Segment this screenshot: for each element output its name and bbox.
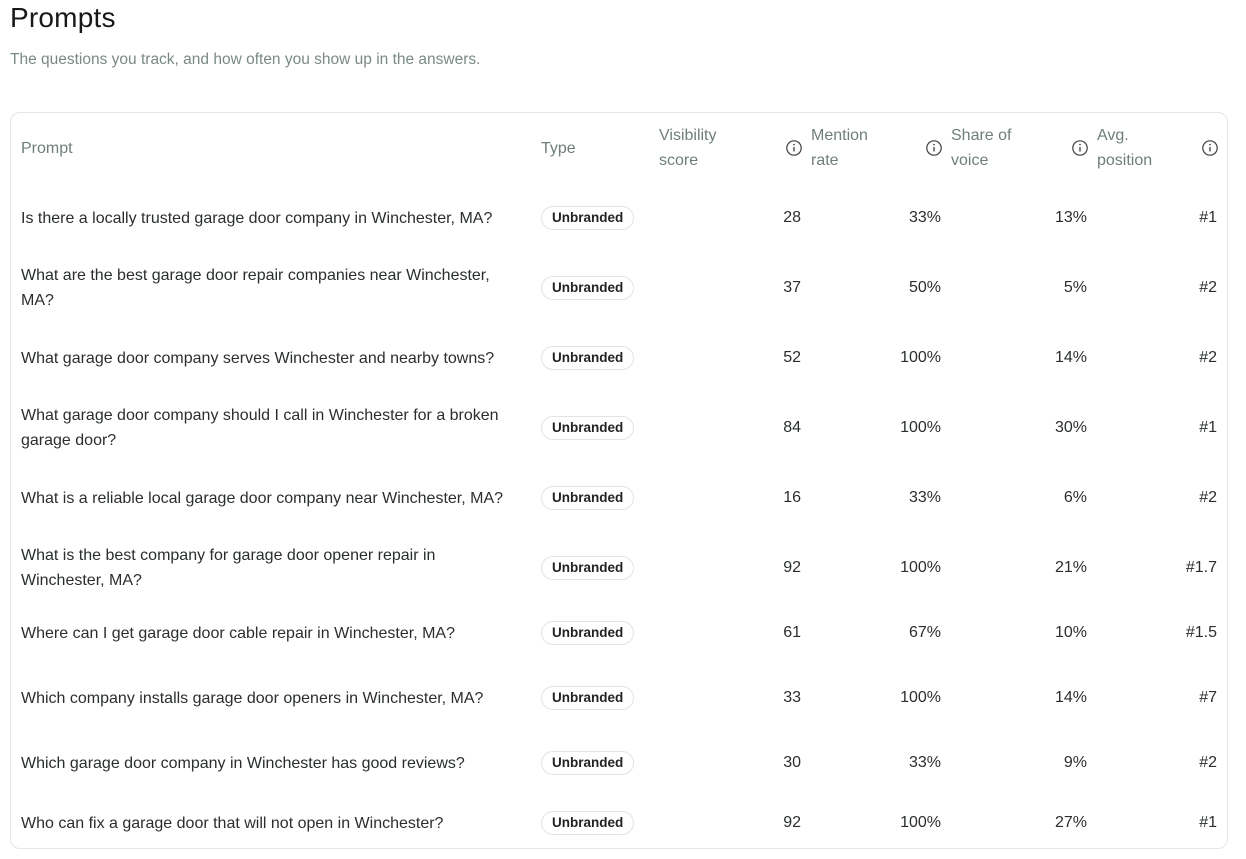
avg-position-cell: #1.7 — [1185, 559, 1217, 576]
avg-position-cell: #2 — [1199, 349, 1217, 366]
type-cell — [531, 393, 659, 463]
avg-position-cell: #2 — [1199, 489, 1217, 506]
type-badge: Unbranded — [541, 486, 634, 510]
visibility-score-cell: 61 — [783, 624, 801, 641]
info-icon[interactable] — [1201, 139, 1219, 157]
column-header-label: Type — [541, 139, 576, 157]
table-row[interactable] — [11, 463, 1227, 533]
type-badge: Unbranded — [541, 621, 634, 645]
table-header-row — [11, 113, 1227, 183]
mention-rate-cell: 50% — [908, 279, 941, 296]
prompt-cell: Which garage door company in Winchester has good reviews? — [21, 754, 465, 772]
column-header-avg-position[interactable] — [1097, 113, 1227, 183]
mention-rate-cell: 100% — [900, 689, 941, 706]
type-badge: Unbranded — [541, 751, 634, 775]
mention-rate-cell: 100% — [900, 814, 941, 831]
type-badge: Unbranded — [541, 811, 634, 835]
column-header-label: Mention rate — [811, 127, 868, 169]
share-of-voice-cell: 10% — [1054, 624, 1087, 641]
avg-position-cell: #2 — [1199, 279, 1217, 296]
share-of-voice-cell: 14% — [1054, 689, 1087, 706]
page-title: Prompts — [10, 2, 116, 33]
visibility-score-cell: 92 — [783, 814, 801, 831]
prompt-cell: Is there a locally trusted garage door company in Winchester, MA? — [21, 209, 493, 227]
mention-rate-cell: 33% — [908, 489, 941, 506]
type-cell — [531, 663, 659, 733]
mention-rate-cell: 100% — [900, 419, 941, 436]
column-header-share-of-voice[interactable] — [951, 113, 1097, 183]
table-body — [11, 183, 1227, 849]
type-badge: Unbranded — [541, 346, 634, 370]
type-badge: Unbranded — [541, 556, 634, 580]
type-cell — [531, 533, 659, 603]
share-of-voice-cell: 13% — [1054, 209, 1087, 226]
visibility-score-cell: 33 — [783, 689, 801, 706]
type-badge: Unbranded — [541, 416, 634, 440]
type-cell — [531, 253, 659, 323]
prompts-table — [11, 113, 1227, 849]
prompt-cell: What is a reliable local garage door company near Winchester, MA? — [21, 489, 504, 507]
column-header-type[interactable] — [531, 113, 659, 183]
table-row[interactable] — [11, 183, 1227, 253]
type-badge: Unbranded — [541, 206, 634, 230]
column-header-mention-rate[interactable] — [811, 113, 951, 183]
table-row[interactable] — [11, 733, 1227, 793]
visibility-score-cell: 37 — [783, 279, 801, 296]
prompt-cell: What is the best company for garage door opener repair in Winchester, MA? — [21, 547, 436, 589]
mention-rate-cell: 33% — [908, 209, 941, 226]
share-of-voice-cell: 21% — [1054, 559, 1087, 576]
column-header-label: Prompt — [21, 139, 73, 157]
type-cell — [531, 183, 659, 253]
prompt-cell: What garage door company should I call in Winchester for a broken garage door? — [21, 407, 499, 449]
avg-position-cell: #1.5 — [1185, 624, 1217, 641]
column-header-visibility-score[interactable] — [659, 113, 811, 183]
column-header-label: Avg. position — [1097, 127, 1153, 169]
share-of-voice-cell: 9% — [1063, 754, 1087, 771]
avg-position-cell: #1 — [1199, 209, 1217, 226]
prompt-cell: Which company installs garage door openers in Winchester, MA? — [21, 689, 484, 707]
table-row[interactable] — [11, 793, 1227, 849]
table-row[interactable] — [11, 603, 1227, 663]
page-subtitle: The questions you track, and how often you show up in the answers. — [10, 51, 481, 68]
visibility-score-cell: 52 — [783, 349, 801, 366]
avg-position-cell: #7 — [1199, 689, 1217, 706]
share-of-voice-cell: 14% — [1054, 349, 1087, 366]
column-header-label: Visibility score — [659, 127, 717, 169]
type-cell — [531, 603, 659, 663]
prompts-table-card — [10, 112, 1228, 849]
info-icon[interactable] — [785, 139, 803, 157]
prompt-cell: Where can I get garage door cable repair in Winchester, MA? — [21, 624, 455, 642]
column-header-prompt[interactable] — [11, 113, 531, 183]
visibility-score-cell: 92 — [783, 559, 801, 576]
type-badge: Unbranded — [541, 686, 634, 710]
type-cell — [531, 733, 659, 793]
table-row[interactable] — [11, 663, 1227, 733]
share-of-voice-cell: 27% — [1054, 814, 1087, 831]
share-of-voice-cell: 6% — [1063, 489, 1087, 506]
visibility-score-cell: 30 — [783, 754, 801, 771]
table-row[interactable] — [11, 253, 1227, 323]
mention-rate-cell: 100% — [900, 349, 941, 366]
info-icon[interactable] — [1071, 139, 1089, 157]
mention-rate-cell: 33% — [908, 754, 941, 771]
avg-position-cell: #2 — [1199, 754, 1217, 771]
avg-position-cell: #1 — [1199, 419, 1217, 436]
type-cell — [531, 463, 659, 533]
mention-rate-cell: 67% — [908, 624, 941, 641]
type-cell — [531, 793, 659, 849]
prompt-cell: Who can fix a garage door that will not open in Winchester? — [21, 814, 444, 832]
table-row[interactable] — [11, 393, 1227, 463]
table-row[interactable] — [11, 533, 1227, 603]
mention-rate-cell: 100% — [900, 559, 941, 576]
type-cell — [531, 323, 659, 393]
column-header-label: Share of voice — [951, 127, 1012, 169]
table-row[interactable] — [11, 323, 1227, 393]
info-icon[interactable] — [925, 139, 943, 157]
avg-position-cell: #1 — [1199, 814, 1217, 831]
share-of-voice-cell: 5% — [1063, 279, 1087, 296]
prompt-cell: What garage door company serves Winchester and nearby towns? — [21, 349, 495, 367]
share-of-voice-cell: 30% — [1054, 419, 1087, 436]
visibility-score-cell: 84 — [783, 419, 801, 436]
prompt-cell: What are the best garage door repair companies near Winchester, MA? — [21, 267, 490, 309]
visibility-score-cell: 16 — [783, 489, 801, 506]
type-badge: Unbranded — [541, 276, 634, 300]
visibility-score-cell: 28 — [783, 209, 801, 226]
